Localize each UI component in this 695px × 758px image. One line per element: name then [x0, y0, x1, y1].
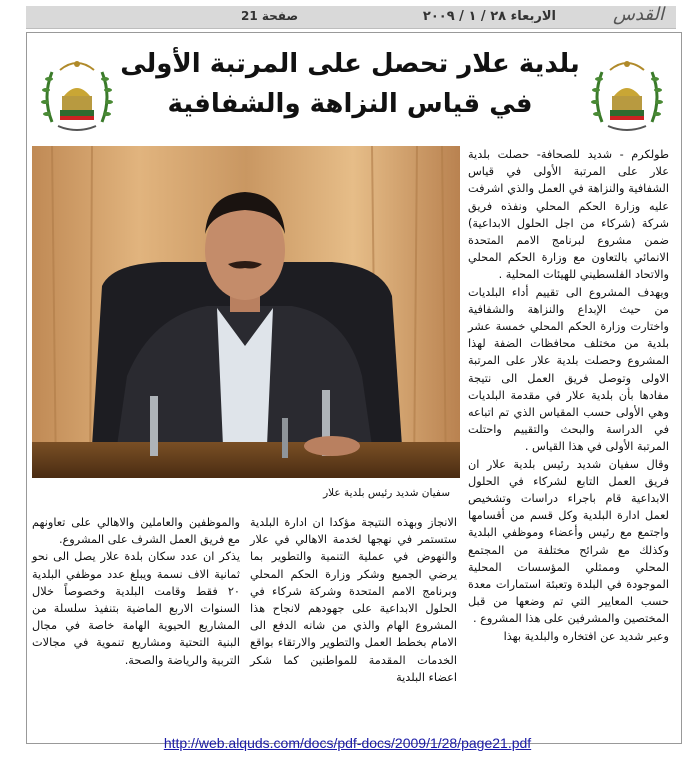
paragraph: طولكرم - شديد للصحافة- حصلت بلدية علار على المرتبة الأولى في قياس الشفافية والنزاهة في العمل والذي اشرفت عليه وزارة الحكم المحلي ونفذه فريق شركة (شركاء من اجل الحلول الابداعية) ضمن مشروع لبرنامج الامم المتحدة الانمائي بالتعاون مع وزارة الحكم المحلي والاتحاد الفلسطيني للهيئات المحلية .: [468, 148, 669, 282]
article-column-left: [32, 514, 240, 669]
paragraph: والموظفين والعاملين والاهالي على تعاونهم مع فريق العمل الشرف على المشروع.: [32, 516, 240, 547]
mayor-photo: [32, 146, 460, 478]
palestinian-authority-emblem-icon: [588, 52, 666, 140]
header-bar: [26, 6, 676, 29]
issue-date: الاربعاء ٢٨ / ١ / ٢٠٠٩: [422, 9, 556, 24]
paragraph: الانجاز وبهذه النتيجة مؤكدا ان ادارة البلدية ستستمر في نهجها لخدمة الاهالي في علار والنهوض في عملية التنمية والتطوير بما يرضي الجميع وشكر وزارة الحكم المحلي وبرنامج الامم المتحدة وشركة شركاء في الحلول الابداعية على جهودهم لانجاح هذا المشروع الهام والذي من شانه الدفع الى الامام بخطط العمل والتطوير والارتقاء بواقع الخدمات المقدمة للمواطنين كما شكر اعضاء البلدية: [250, 516, 457, 684]
palestinian-authority-emblem-icon: [38, 52, 116, 140]
article-headline: [120, 44, 580, 124]
paragraph: ويهدف المشروع الى تقييم أداء البلديات من حيث الإبداع والنزاهة والشفافية واختارت وزارة الحكم المحلي خمسة عشر بلدية من مختلف محافظات الضفة لهذا المشروع وحصلت بلدية علار على المرتبة الاولى وتوصل فريق العمل الى نتيجة مفادها بأن بلدية علار في مقدمة البلديات وهي الأولى حسب المقياس الذي تم اتباعه في الدراسة والبحث والتقييم واحتلت المرتبة الأولى في هذا القياس .: [468, 285, 669, 454]
paragraph: وعبر شديد عن افتخاره والبلدية بهذا: [503, 629, 669, 643]
source-url-link[interactable]: http://web.alquds.com/docs/pdf-docs/2009/1/28/page21.pdf: [163, 735, 532, 751]
article-column-middle: [250, 514, 457, 686]
headline-line-2: في قياس النزاهة والشفافية: [167, 89, 533, 119]
paragraph: وقال سفيان شديد رئيس بلدية علار ان فريق العمل التابع لشركاء في الحلول الابداعية قام باجراء دراسات وتشخيص لعمل ادارة البلدية وكل قسم من أقسامها واجتمع مع رئيس وأعضاء وموظفي البلدية وكذلك مع شرائح مختلفة من المجتمع المحلي وممثلي المؤسسات المحلية الموجودة في البلدة وتعبئة استمارات معدة حسب المعايير التي تم وضعها من قبل المختصين والمشرفين على هذا المشروع .: [468, 457, 669, 626]
article-column-right: [468, 146, 669, 645]
masthead: القدس: [612, 4, 664, 25]
photo-caption: سفيان شديد رئيس بلدية علار: [323, 487, 450, 499]
paragraph: يذكر ان عدد سكان بلدة علار يصل الى نحو ثمانية الاف نسمة ويبلغ عدد موظفي البلدية ٢٠ فقط وقامت البلدية وخصوصاً خلال السنوات الاربع الماضية بتنفيذ سلسلة من المشاريع الحيوية الهامة خاصة في مجال البنية التحتية ومشاريع تنموية في مجالات التربية والرياضة والصحة.: [32, 550, 240, 667]
page-number: صفحة 21: [241, 9, 299, 23]
headline-line-1: بلدية علار تحصل على المرتبة الأولى: [120, 49, 580, 79]
